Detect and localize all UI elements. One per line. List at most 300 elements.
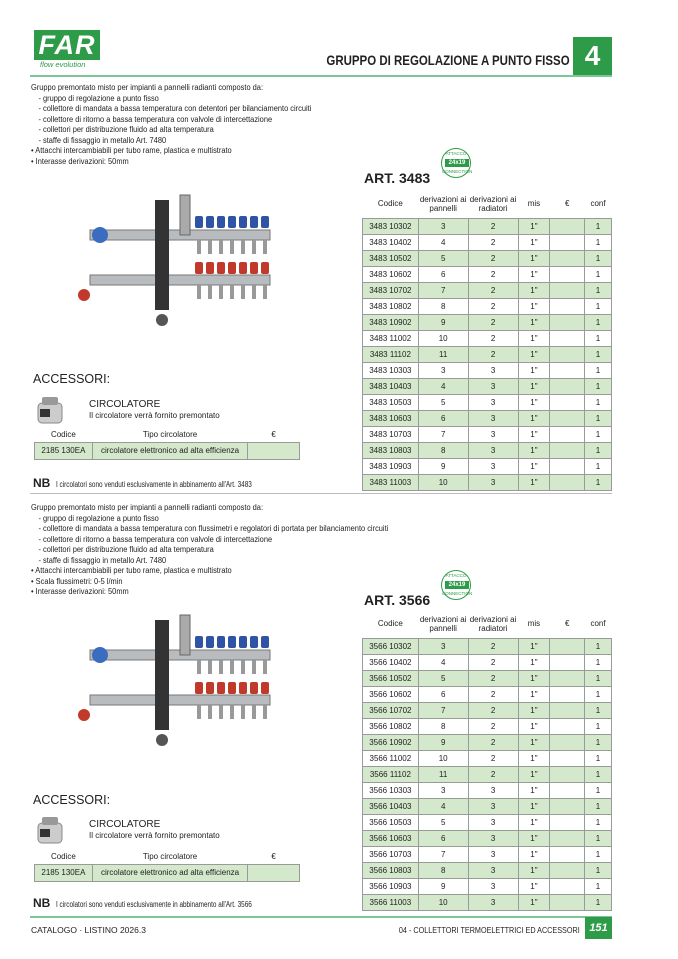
table-row	[363, 250, 612, 266]
table-cell	[550, 718, 585, 734]
component-item: - staffe di fissaggio in metallo Art. 7480	[38, 135, 167, 145]
table-cell: 1"	[518, 814, 550, 830]
table-cell: 1	[585, 266, 612, 282]
table-cell: 1"	[518, 894, 550, 910]
table-cell	[550, 782, 585, 798]
table-cell: 11	[418, 346, 468, 362]
connection-badge-icon: ATTACCO 24x19 CONNECTION	[441, 570, 471, 600]
table-cell: 2	[468, 686, 518, 702]
footer-chapter: 04 - COLLETTORI TERMOELETTRICI ED ACCESSORI	[399, 925, 580, 935]
table-cell: 1	[585, 814, 612, 830]
article-number: ART. 3483	[364, 170, 431, 186]
feature-bullet: • Interasse derivazioni: 50mm	[31, 587, 129, 596]
table-cell: 1"	[518, 702, 550, 718]
table-cell: 1	[585, 234, 612, 250]
table-cell: 1	[585, 362, 612, 378]
table-cell: 4	[418, 654, 468, 670]
table-row	[363, 814, 612, 830]
table-cell: 2	[468, 298, 518, 314]
table-cell: 3483 10502	[363, 250, 419, 266]
table-cell: 5	[418, 814, 468, 830]
product-image	[70, 610, 290, 755]
table-cell: 3483 10803	[363, 442, 419, 458]
table-cell: 3	[468, 814, 518, 830]
table-cell: 3483 10303	[363, 362, 419, 378]
table-cell: 6	[418, 410, 468, 426]
table-cell	[550, 766, 585, 782]
table-row	[363, 330, 612, 346]
table-row	[35, 442, 300, 459]
table-cell: 3483 11003	[363, 474, 419, 490]
table-cell: 1"	[518, 330, 550, 346]
table-cell: 3	[468, 394, 518, 410]
table-row	[363, 798, 612, 814]
table-cell: 3566 10403	[363, 798, 419, 814]
table-cell: 7	[418, 426, 468, 442]
table-cell	[550, 894, 585, 910]
column-header: Codice	[377, 199, 403, 209]
page-number: 151	[585, 917, 612, 939]
column-header: derivazioni ai radiatori	[469, 614, 517, 633]
table-cell	[550, 394, 585, 410]
table-cell: 3	[468, 474, 518, 490]
table-cell: 1"	[518, 638, 550, 654]
circulator-pump-icon	[36, 395, 66, 425]
table-cell: 3566 10303	[363, 782, 419, 798]
table-cell: 1"	[518, 234, 550, 250]
column-header: Codice	[50, 430, 76, 440]
table-cell	[550, 750, 585, 766]
table-cell	[550, 314, 585, 330]
table-cell: 7	[418, 282, 468, 298]
table-cell: 3566 11102	[363, 766, 419, 782]
table-cell: 2	[468, 750, 518, 766]
table-cell: 3566 10803	[363, 862, 419, 878]
table-cell: 9	[418, 314, 468, 330]
table-cell: 3483 10602	[363, 266, 419, 282]
column-header: €	[564, 199, 570, 209]
table-cell	[550, 218, 585, 234]
table-cell: 1	[585, 670, 612, 686]
table-row	[363, 362, 612, 378]
table-cell: 10	[418, 750, 468, 766]
table-cell	[550, 638, 585, 654]
table-cell: 1"	[518, 458, 550, 474]
table-cell: 1	[585, 442, 612, 458]
table-cell	[550, 330, 585, 346]
table-cell: 1	[585, 750, 612, 766]
product-description	[31, 83, 311, 167]
table-row	[363, 314, 612, 330]
table-cell: 3566 10802	[363, 718, 419, 734]
component-item: - gruppo di regolazione a punto fisso	[38, 513, 159, 523]
table-cell: 1"	[518, 750, 550, 766]
table-cell: 3483 10402	[363, 234, 419, 250]
table-cell: 2	[468, 734, 518, 750]
table-row	[363, 878, 612, 894]
table-cell: 3	[468, 410, 518, 426]
table-cell	[550, 474, 585, 490]
table-cell: 2185 130EA	[35, 864, 93, 881]
table-cell: 1	[585, 638, 612, 654]
table-cell: 5	[418, 394, 468, 410]
table-cell	[248, 442, 300, 459]
table-header	[35, 428, 300, 442]
table-cell: 2	[468, 250, 518, 266]
table-cell: 2	[468, 346, 518, 362]
table-row	[363, 638, 612, 654]
table-cell: 8	[418, 718, 468, 734]
table-cell: 3483 10903	[363, 458, 419, 474]
table-cell	[550, 378, 585, 394]
table-cell: 1"	[518, 266, 550, 282]
table-cell: 1"	[518, 782, 550, 798]
component-item: - collettore di ritorno a bassa temperatura con valvole di intercettazione	[38, 114, 273, 124]
table-cell: 7	[418, 846, 468, 862]
table-cell: 3566 10602	[363, 686, 419, 702]
table-cell: 7	[418, 702, 468, 718]
table-cell: 1	[585, 654, 612, 670]
table-cell: 3	[468, 830, 518, 846]
nb-note: NB I circolatori sono venduti esclusivamente in abbinamento all'Art. 3483	[33, 476, 253, 490]
table-cell: 1	[585, 474, 612, 490]
table-row	[363, 654, 612, 670]
table-cell: 4	[418, 378, 468, 394]
table-cell: 1"	[518, 686, 550, 702]
table-cell: 2	[468, 718, 518, 734]
table-row	[363, 718, 612, 734]
table-cell: 1"	[518, 346, 550, 362]
accessory-table	[34, 428, 300, 460]
table-cell: 6	[418, 830, 468, 846]
table-cell: 3566 11002	[363, 750, 419, 766]
table-cell: 1	[585, 346, 612, 362]
table-cell: 3483 10902	[363, 314, 419, 330]
table-row	[363, 702, 612, 718]
table-cell: 8	[418, 298, 468, 314]
table-cell: 1"	[518, 250, 550, 266]
table-cell	[550, 250, 585, 266]
table-cell: 3483 10703	[363, 426, 419, 442]
table-row	[363, 894, 612, 910]
table-cell: 3483 10702	[363, 282, 419, 298]
table-cell: 1"	[518, 314, 550, 330]
table-cell: 3	[468, 782, 518, 798]
table-row	[363, 234, 612, 250]
table-cell: 11	[418, 766, 468, 782]
table-cell: circolatore elettronico ad alta efficienza	[92, 864, 247, 881]
table-cell	[550, 686, 585, 702]
table-cell: 3	[418, 362, 468, 378]
table-cell: 3566 10702	[363, 702, 419, 718]
table-cell: 3483 10603	[363, 410, 419, 426]
header-divider	[30, 75, 612, 77]
table-row	[363, 410, 612, 426]
table-cell	[550, 266, 585, 282]
table-cell: 1	[585, 218, 612, 234]
article-number: ART. 3566	[364, 592, 431, 608]
column-header: Codice	[377, 619, 403, 629]
table-cell: 1"	[518, 474, 550, 490]
component-item: - collettore di mandata a bassa temperatura con detentori per bilanciamento circuiti	[38, 104, 312, 113]
table-cell: 1"	[518, 218, 550, 234]
column-header: derivazioni ai pannelli	[419, 194, 467, 213]
table-row	[363, 378, 612, 394]
table-cell: 1"	[518, 830, 550, 846]
product-image	[70, 610, 290, 750]
column-header: Tipo circolatore	[142, 430, 198, 440]
table-row	[363, 734, 612, 750]
column-header: €	[564, 619, 570, 629]
table-cell: 1"	[518, 878, 550, 894]
accessory-note: Il circolatore verrà fornito premontato	[89, 411, 220, 420]
accessory-table	[34, 850, 300, 882]
table-row	[363, 394, 612, 410]
table-cell: 3	[468, 378, 518, 394]
table-cell: 3	[468, 862, 518, 878]
logo-tagline: flow evolution	[40, 60, 86, 69]
table-row	[363, 862, 612, 878]
table-cell: 1"	[518, 766, 550, 782]
table-cell: 1	[585, 426, 612, 442]
table-cell: 2	[468, 282, 518, 298]
table-cell: 6	[418, 686, 468, 702]
feature-bullet: • Attacchi intercambiabili per tubo rame, plastica e multistrato	[31, 146, 232, 155]
table-cell: 1"	[518, 654, 550, 670]
circulator-pump-icon	[36, 815, 66, 845]
table-cell: 1	[585, 718, 612, 734]
table-cell: 1"	[518, 298, 550, 314]
column-header: derivazioni ai radiatori	[469, 194, 517, 213]
table-cell: 3483 10503	[363, 394, 419, 410]
table-row	[363, 266, 612, 282]
table-cell: 3	[468, 878, 518, 894]
table-cell: 3566 10502	[363, 670, 419, 686]
column-header: derivazioni ai pannelli	[419, 614, 467, 633]
accessories-heading: ACCESSORI:	[33, 372, 111, 386]
table-cell: 2	[468, 670, 518, 686]
table-cell: 1"	[518, 362, 550, 378]
table-cell: 3	[468, 426, 518, 442]
column-header: Codice	[50, 852, 76, 862]
table-cell	[550, 654, 585, 670]
table-cell: 3566 10703	[363, 846, 419, 862]
table-cell: 1	[585, 378, 612, 394]
table-cell	[550, 458, 585, 474]
table-cell: 4	[418, 798, 468, 814]
table-cell: 1	[585, 894, 612, 910]
table-cell: 10	[418, 474, 468, 490]
table-cell	[550, 362, 585, 378]
table-row	[363, 670, 612, 686]
table-row	[363, 846, 612, 862]
component-item: - collettore di ritorno a bassa temperatura con valvole di intercettazione	[38, 534, 273, 544]
component-item: - collettore di mandata a bassa temperatura con flussimetri e regolatori di portata per bilanciamento circuiti	[38, 524, 389, 533]
table-cell	[550, 862, 585, 878]
table-cell: 1	[585, 830, 612, 846]
table-cell: 3	[468, 362, 518, 378]
table-cell: 1	[585, 798, 612, 814]
connection-badge-icon: ATTACCO 24x19 CONNECTION	[441, 148, 471, 178]
table-cell: 3483 11002	[363, 330, 419, 346]
table-cell: 8	[418, 442, 468, 458]
table-cell: 2	[468, 638, 518, 654]
table-cell	[550, 298, 585, 314]
table-cell: 1"	[518, 734, 550, 750]
table-header	[363, 610, 612, 638]
table-cell: 2185 130EA	[35, 442, 93, 459]
table-cell: 1	[585, 394, 612, 410]
table-cell: 2	[468, 654, 518, 670]
table-cell: 4	[418, 234, 468, 250]
component-item: - gruppo di regolazione a punto fisso	[38, 93, 159, 103]
table-cell: 1"	[518, 862, 550, 878]
section-number: 4	[573, 37, 612, 75]
table-cell	[550, 814, 585, 830]
table-cell: 3566 10302	[363, 638, 419, 654]
section-divider	[30, 493, 612, 494]
table-cell: 10	[418, 330, 468, 346]
table-cell: 2	[468, 218, 518, 234]
product-table	[362, 190, 612, 491]
column-header: conf	[590, 199, 606, 209]
table-cell: 2	[468, 702, 518, 718]
product-table	[362, 610, 612, 911]
far-logo	[34, 30, 104, 72]
feature-bullet: • Scala flussimetri: 0-5 l/min	[31, 576, 123, 586]
table-cell: 3	[418, 782, 468, 798]
table-cell	[248, 864, 300, 881]
table-cell: 3	[468, 442, 518, 458]
table-row	[363, 458, 612, 474]
table-cell: 1	[585, 686, 612, 702]
column-header: mis	[527, 199, 541, 209]
table-cell	[550, 426, 585, 442]
column-header: conf	[590, 619, 606, 629]
table-cell: 2	[468, 234, 518, 250]
table-cell: 9	[418, 878, 468, 894]
product-description	[31, 503, 388, 598]
table-row	[363, 298, 612, 314]
table-row	[363, 442, 612, 458]
table-cell: 5	[418, 670, 468, 686]
table-cell: 2	[468, 330, 518, 346]
component-item: - staffe di fissaggio in metallo Art. 7480	[38, 555, 167, 565]
table-cell: 1"	[518, 442, 550, 458]
table-cell: 10	[418, 894, 468, 910]
table-cell: 3566 10903	[363, 878, 419, 894]
table-cell: 1	[585, 734, 612, 750]
table-row	[363, 426, 612, 442]
table-cell: 1"	[518, 410, 550, 426]
table-cell: 1"	[518, 670, 550, 686]
table-cell: 3566 10503	[363, 814, 419, 830]
table-cell: 3	[418, 638, 468, 654]
component-item: - collettori per distribuzione fluido ad alta temperatura	[38, 125, 214, 134]
intro-text: Gruppo premontato misto per impianti a pannelli radianti composto da:	[31, 503, 264, 512]
table-header	[363, 190, 612, 218]
table-cell	[550, 846, 585, 862]
accessories-heading: ACCESSORI:	[33, 793, 111, 807]
table-cell: 1	[585, 250, 612, 266]
feature-bullet: • Interasse derivazioni: 50mm	[31, 156, 129, 166]
intro-text: Gruppo premontato misto per impianti a pannelli radianti composto da:	[31, 83, 264, 92]
table-cell: 3566 10603	[363, 830, 419, 846]
table-row	[35, 864, 300, 881]
table-cell: 3	[468, 894, 518, 910]
table-row	[363, 346, 612, 362]
table-cell: 6	[418, 266, 468, 282]
table-cell	[550, 830, 585, 846]
table-row	[363, 282, 612, 298]
table-cell: 1"	[518, 798, 550, 814]
accessory-note: Il circolatore verrà fornito premontato	[89, 831, 220, 840]
table-cell: circolatore elettronico ad alta efficienza	[92, 442, 247, 459]
table-cell: 3566 10902	[363, 734, 419, 750]
table-cell: 1"	[518, 846, 550, 862]
table-cell: 3483 10802	[363, 298, 419, 314]
product-image	[70, 190, 290, 330]
table-row	[363, 750, 612, 766]
table-row	[363, 474, 612, 490]
table-cell: 3	[468, 798, 518, 814]
table-cell: 1	[585, 458, 612, 474]
table-row	[363, 782, 612, 798]
footer-divider	[30, 916, 612, 918]
table-cell: 3	[468, 846, 518, 862]
table-cell: 3483 10403	[363, 378, 419, 394]
table-row	[363, 218, 612, 234]
footer-catalog: CATALOGO · LISTINO 2026.3	[31, 925, 146, 935]
feature-bullet: • Attacchi intercambiabili per tubo rame, plastica e multistrato	[31, 566, 232, 575]
table-cell: 9	[418, 458, 468, 474]
table-cell: 1	[585, 298, 612, 314]
product-image	[70, 190, 290, 335]
table-row	[363, 686, 612, 702]
table-cell	[550, 702, 585, 718]
table-cell: 5	[418, 250, 468, 266]
table-header	[35, 850, 300, 864]
table-cell: 1	[585, 702, 612, 718]
table-cell: 1"	[518, 394, 550, 410]
table-cell	[550, 346, 585, 362]
component-item: - collettori per distribuzione fluido ad alta temperatura	[38, 545, 214, 554]
table-cell: 1	[585, 410, 612, 426]
table-cell: 2	[468, 314, 518, 330]
column-header: €	[271, 852, 276, 862]
nb-note: NB I circolatori sono venduti esclusivamente in abbinamento all'Art. 3566	[33, 896, 253, 910]
table-cell	[550, 410, 585, 426]
table-cell: 1	[585, 314, 612, 330]
table-cell: 1	[585, 878, 612, 894]
column-header: mis	[527, 619, 541, 629]
accessory-name: CIRCOLATORE	[89, 819, 161, 830]
table-cell: 8	[418, 862, 468, 878]
page-title: GRUPPO DI REGOLAZIONE A PUNTO FISSO	[326, 52, 570, 68]
table-cell: 1"	[518, 718, 550, 734]
table-cell: 2	[468, 766, 518, 782]
table-cell: 3483 10302	[363, 218, 419, 234]
table-cell: 9	[418, 734, 468, 750]
table-cell: 3566 11003	[363, 894, 419, 910]
table-cell: 3566 10402	[363, 654, 419, 670]
table-cell: 3	[468, 458, 518, 474]
table-cell	[550, 442, 585, 458]
table-cell: 1"	[518, 378, 550, 394]
table-cell	[550, 670, 585, 686]
column-header: €	[271, 430, 276, 440]
table-cell: 1	[585, 782, 612, 798]
